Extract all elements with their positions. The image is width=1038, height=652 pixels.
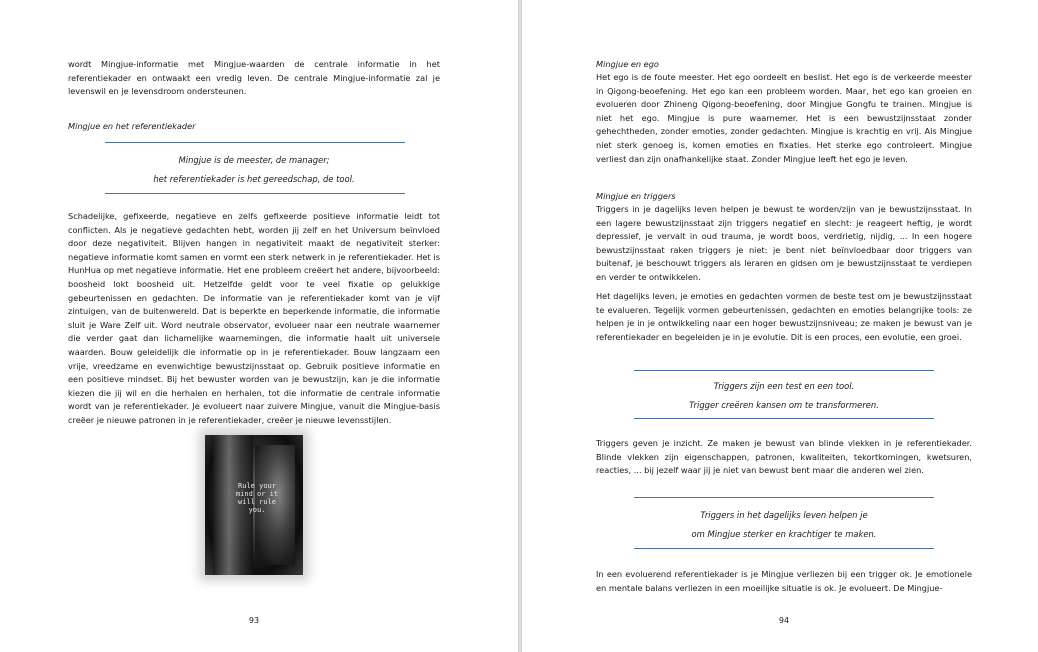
left-page [0, 0, 518, 652]
quote-image [205, 435, 303, 575]
left-body-paragraph: Schadelijke, gefixeerde, negatieve en zelfs gefixeerde positieve informatie leidt tot conflicten. Als je negatieve gedachten hebt, worden jij zelf en het Universum beïnvloed door deze negativiteit. Blijven hangen in negativiteit maakt de negativiteit sterker: negatieve informatie komt samen en vormt een sterk netwerk in je referentiekader. Het is HunHua op met negatieve informatie. Het ene probleem creëert het andere, bijvoorbeeld: boosheid lokt boosheid uit. Hetzelfde geldt voor te veel fixatie op gelukkige gebeurtenissen en gedachten. De informatie van je referentiekader komt van je vijf zintuigen, van de buitenwereld. Dat is beperkte en beperkende informatie, die informatie sluit je Ware Zelf uit. Word neutrale observator, evolueer naar een neutrale waarnemer die verder gaat dan lichamelijke waarnemingen, die informatie haalt uit universele waarden. Bouw geleidelijk die informatie op in je referentiekader. Bouw langzaam een vrije, vreedzame en evenwichtige bewustzijnsstaat op. Gebruik positieve informatie en een positieve mindset. Bij het bewuster worden van je bewustzijn, kan je die informatie kiezen die jij wil en die herhalen en herhalen, tot die informatie de centrale informatie wordt van je referentiekader. Je evolueert naar zuivere Mingjue, vanuit die Mingjue-basis creëer je nieuwe patronen in je referentiekader, creëer je nieuwe levensstijlen. [68, 211, 440, 425]
page-number-left: 93 [248, 616, 260, 625]
right-daily-life-paragraph: Het dagelijks leven, je emoties en gedachten vormen de beste test om je bewustzijnsstaat te evalueren. Tegelijk vormen gebeurtenissen, gedachten en emoties belangrijke tools: ze helpen je in je ontwikkeling naar een hoger bewustzijnsniveau; ze maken je bewust van je referentiekader en begeleiden je in je evolutie. Dit is een proces, een evolutie, een groei. [596, 291, 972, 342]
right-quote1-line-1: Triggers zijn een test en een tool. [713, 381, 855, 391]
right-heading-ego: Mingjue en ego [596, 59, 659, 69]
right-blind-spots-paragraph: Triggers geven je inzicht. Ze maken je bewust van blinde vlekken in je referentiekader. Blinde vlekken zijn eigenschappen, patronen, kwaliteiten, tekortkomingen, kwetsuren, reacties, ... bij jezelf waar jij je niet van bewust bent maar die anderen wel zien. [596, 438, 972, 476]
image-caption-text: Rule your mind or it will rule you. [235, 482, 279, 514]
page-number-right: 94 [778, 616, 790, 625]
right-quote1-bottom-rule [634, 418, 934, 419]
right-heading-triggers: Mingjue en triggers [596, 191, 676, 201]
left-quote-top-rule [105, 142, 405, 143]
right-quote1-line-2: Trigger creëren kansen om te transformeren. [689, 400, 879, 410]
right-quote2-line-1: Triggers in het dagelijks leven helpen je [700, 510, 868, 520]
right-ego-paragraph: Het ego is de foute meester. Het ego oordeelt en beslist. Het ego is de verkeerde meester in Qigong-beoefening. Het ego kan een probleem worden. Maar, het ego kan groeien en evolueren door Zhineng Qigong-beoefening, door Mingjue Gongfu te trainen. Mingjue is niet het ego. Mingjue is pure waarnemer. Het is een bewustzijnsstaat zonder gehechtheden, zonder emoties, zonder gedachten. Mingjue is krachtig en vrij. Als Mingjue niet sterk genoeg is, komen emoties en fixaties. Het sterke ego controleert. Mingjue verliest dan zijn onafhankelijke staat. Zonder Mingjue leeft het ego je leven. [596, 72, 972, 164]
right-quote2-top-rule [634, 497, 934, 498]
right-quote2-line-2: om Mingjue sterker en krachtiger te maken. [691, 529, 877, 539]
left-intro-paragraph: wordt Mingjue-informatie met Mingjue-waarden de centrale informatie in het referentiekader en ontwaakt een vredig leven. De centrale Mingjue-informatie zal je levenswil en je levensdroom ondersteunen. [68, 59, 440, 97]
right-final-paragraph: In een evoluerend referentiekader is je Mingjue verliezen bij een trigger ok. Je emotionele en mentale balans verliezen in een moeilijke situatie is ok. Je evolueert. De Mingjue- [596, 569, 972, 593]
right-quote1-top-rule [634, 370, 934, 371]
left-quote-bottom-rule [105, 193, 405, 194]
right-triggers-paragraph: Triggers in je dagelijks leven helpen je bewust te worden/zijn van je bewustzijnsstaat. In een lagere bewustzijnsstaat zijn triggers negatief en slecht: je reageert heftig, je wordt depressief, je vervalt in oud trauma, je wordt boos, verdrietig, nijdig, ... In een hogere bewustzijnsstaat raken triggers je niet: je bent niet beïnvloedbaar door triggers van buitenaf, je beschouwt triggers als leraren en gidsen om je bewustzijnsstaat te verdiepen en verder te ontwikkelen. [596, 204, 972, 282]
left-quote-line-1: Mingjue is de meester, de manager; [178, 155, 330, 165]
right-quote2-bottom-rule [634, 548, 934, 549]
right-page [522, 0, 1038, 652]
left-quote-line-2: het referentiekader is het gereedschap, de tool. [153, 174, 355, 184]
left-heading: Mingjue en het referentiekader [68, 121, 196, 131]
